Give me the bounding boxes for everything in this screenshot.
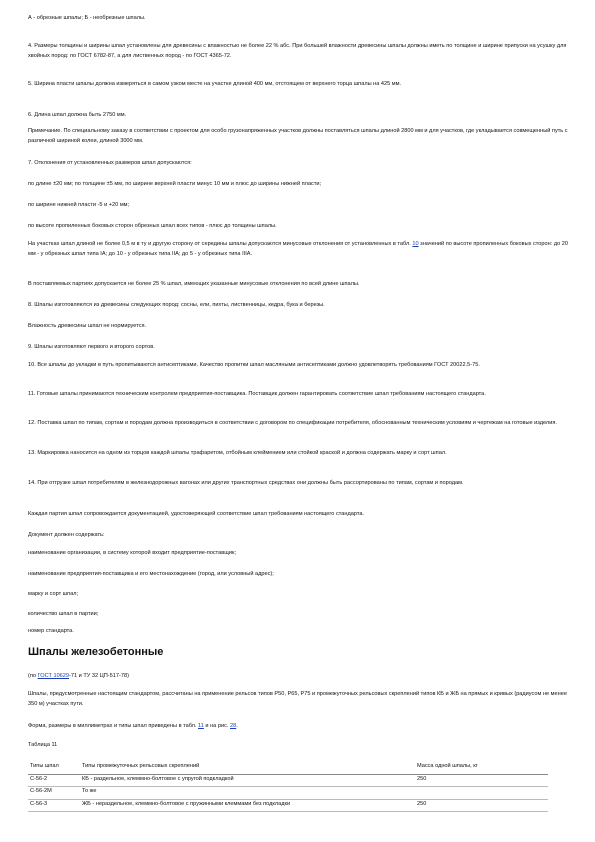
paragraph-item-supplier: наименование предприятия-поставщика и его местонахождение (город, или условный адрес);: [28, 571, 274, 577]
table-cell: 250: [415, 774, 548, 787]
paragraph-intro: Шпалы, предусмотренные настоящим стандартом, рассчитаны на применение рельсов типов Р50, Р65, Р75 и промежуточных рельсовых скреплений типов КБ и ЖБ на прямых и кривых (радиусом не менее 350 м) участках пути.: [28, 691, 567, 707]
table-cell: ЖБ - нераздельное, клеммно-болтовое с пружинными клеммами без подкладки: [80, 799, 415, 812]
text-segment: На участках шпал длиной не более 0,5 м в ту и другую сторону от середины шпалы допускаются минусовые отклонения от установленных в табл.: [28, 241, 413, 247]
table-cell: 250: [415, 799, 548, 812]
forms-line: [28, 722, 568, 732]
table-caption: Таблица 11: [28, 742, 58, 748]
paragraph-4-dimensions: 4. Размеры толщины и ширины шпал установлены для древесины с влажностью не более 22 % абс. При большей влажности древесины шпалы должны иметь по толщине и ширине припуски на усушку для хвойных пород: по ГОСТ 6782-87, а для лиственных пород - по ГОСТ 4365-72.: [28, 43, 567, 59]
table-row: [28, 774, 548, 787]
text-segment: (по: [28, 673, 38, 679]
text-segment: Форма, размеры в миллиметрах и типы шпал приведены в табл.: [28, 723, 199, 729]
paragraph-6-length: 6. Длина шпал должна быть 2750 мм.: [28, 112, 127, 118]
paragraph-note: Примечание. По специальному заказу в соответствии с проектом для особо грузонапряженных участков должны поставляться шпалы длиной 2800 мм и для участков, где укладывается совмещенный путь с различной шириной колеи, длиной 3000 мм.: [28, 128, 568, 144]
table-row: [28, 799, 548, 812]
paragraph-tolerance-length: по длине ±20 мм; по толщине ±5 мм, по ширине верхней пласти минус 10 мм и плюс до ширины нижней пласти;: [28, 181, 322, 187]
table-cell: То же: [80, 787, 415, 800]
table-cell: КБ - раздельное, клеммно-болтовое с упругой подкладкой: [80, 774, 415, 787]
paragraph-humidity: Влажность древесины шпал не нормируется.: [28, 323, 147, 329]
paragraph-item-quantity: количество шпал в партии;: [28, 611, 99, 617]
text-segment: и на рис.: [203, 723, 230, 729]
figure-28-link[interactable]: 28: [230, 723, 237, 729]
text-segment: .: [236, 723, 238, 729]
table-11-link[interactable]: 11: [198, 723, 204, 729]
paragraph-14-shipment: 14. При отгрузке шпал потребителям в железнодорожных вагонах или других транспортных средствах они должны быть рассортированы по типам, сортам и породам.: [28, 480, 464, 486]
paragraph-item-grade: марку и сорт шпал;: [28, 591, 79, 597]
table-10-link[interactable]: 10: [412, 241, 419, 247]
table-cell: С-56-2: [28, 774, 80, 787]
paragraph-item-organization: наименование организации, в систему которой входит предприятие-поставщик;: [28, 550, 236, 556]
table-cell: С-56-2М: [28, 787, 80, 800]
paragraph-10-impregnation: 10. Все шпалы до укладки в путь пропитываются антисептиками. Качество пропитки шпал масляными антисептиками должно удовлетворять требованиям ГОСТ 20022.5-75.: [28, 362, 480, 368]
paragraph-documentation: Каждая партия шпал сопровождается документацией, удостоверяющей соответствие шпал требованиям настоящего стандарта.: [28, 511, 364, 517]
paragraph-9-grades: 9. Шпалы изготовляют первого и второго сортов.: [28, 344, 155, 350]
table-row: [28, 787, 548, 800]
paragraph-8-wood: 8. Шпалы изготовляются из древесины следующих пород: сосны, ели, пихты, лиственницы, кедра, бука и березы.: [28, 302, 325, 308]
paragraph-batch-share: В поставляемых партиях допускается не более 25 % шпал, имеющих указанные минусовые отклонения по всей длине шпалы.: [28, 281, 360, 287]
paragraph-5-width: 5. Ширина пласти шпалы должна измеряться в самом узком месте на участке длиной 400 мм, отстоящем от верхнего торца шпалы на 425 мм.: [28, 81, 402, 87]
paragraph-7-tolerances: 7. Отклонения от установленных размеров шпал допускаются:: [28, 160, 192, 166]
text-segment: -71 и ТУ 32 ЦП-517-78): [69, 673, 129, 679]
paragraph-legend: А - обрезные шпалы; Б - необрезные шпалы.: [28, 15, 146, 21]
paragraph-item-standard: номер стандарта.: [28, 628, 74, 634]
paragraph-12-delivery: 12. Поставка шпал по типам, сортам и породам должна производиться в соответствии с договором по спецификации потребителя, обоснованным техническим условиям и чертежам на готовые изделия.: [28, 420, 557, 426]
table-cell: С-56-3: [28, 799, 80, 812]
column-header-mass: Масса одной шпалы, кг: [415, 762, 548, 774]
column-header-type: Типы шпал: [28, 762, 80, 774]
paragraph-minus-tolerances: [28, 240, 568, 259]
section-heading: Шпалы железобетонные: [28, 646, 164, 658]
paragraph-tolerance-height: по высоте пропиленных боковых сторон обрезных шпал всех типов - плюс до толщины шпалы.: [28, 223, 277, 229]
source-line: [28, 672, 568, 682]
text-segment: значений по высоте пропиленных боковых сторон: до 20 мм - у обрезных шпал типа IА; до 10 - у обрезных типа IIА; до 5 - у обрезных типа IIIА.: [28, 241, 568, 257]
paragraph-document-contents: Документ должен содержать:: [28, 532, 105, 538]
paragraph-13-marking: 13. Маркировка наносится на одном из торцов каждой шпалы трафаретом, отбойным клеймением или стойкой краской и должна содержать марку и сорт шпал.: [28, 450, 447, 456]
paragraph-11-control: 11. Готовые шпалы принимаются техническим контролем предприятия-поставщика. Поставщик должен гарантировать соответствие шпал требованиям настоящего стандарта.: [28, 391, 486, 397]
table-cell: [415, 787, 548, 800]
table-header-row: [28, 762, 548, 774]
sleepers-table: [28, 762, 548, 812]
gost-10629-link[interactable]: ГОСТ 10629: [37, 673, 70, 679]
paragraph-tolerance-bottom: по ширине нижней пласти -5 и +20 мм;: [28, 202, 130, 208]
column-header-fastening: Типы промежуточных рельсовых скреплений: [80, 762, 415, 774]
